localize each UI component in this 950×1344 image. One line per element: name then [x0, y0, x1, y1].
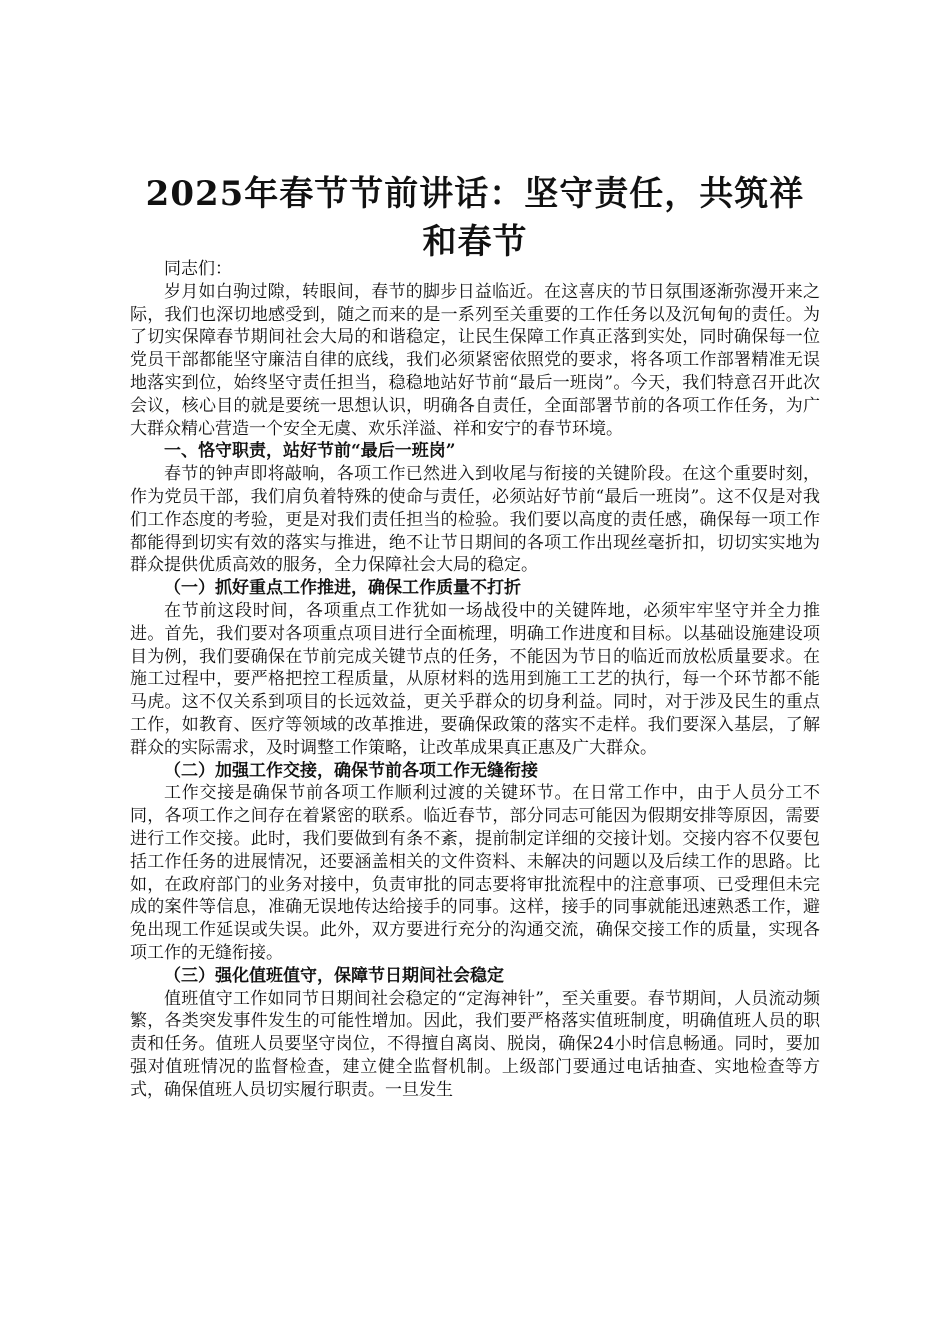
- document-title: 2025年春节节前讲话：坚守责任，共筑祥和春节: [145, 174, 805, 262]
- subsection-2-heading: （二）加强工作交接，确保节前各项工作无缝衔接: [164, 760, 538, 781]
- subsection-1-heading: （一）抓好重点工作推进，确保工作质量不打折: [164, 578, 521, 599]
- subsection-3-paragraph: 值班值守工作如同节日期间社会稳定的“定海神针”，至关重要。春节期间，人员流动频繁，各类突发事件发生的可能性增加。因此，我们要严格落实值班制度，明确值班人员的职责和任务。值班人员要坚守岗位，不得擅自离岗、脱岗，确保24小时信息畅通。同时，要加强对值班情况的监督检查，建立健全监督机制。上级部门要通过电话抽查、实地检查等方式，确保值班人员切实履行职责。一旦发生: [130, 988, 820, 1100]
- intro-paragraph: 岁月如白驹过隙，转眼间，春节的脚步日益临近。在这喜庆的节日氛围逐渐弥漫开来之际，我们也深切地感受到，随之而来的是一系列至关重要的工作任务以及沉甸甸的责任。为了切实保障春节期间社会大局的和谐稳定，让民生保障工作真正落到实处，同时确保每一位党员干部都能坚守廉洁自律的底线，我们必须紧密依照党的要求，将各项工作部署精准无误地落实到位，始终坚守责任担当，稳稳地站好节前“最后一班岗”。今天，我们特意召开此次会议，核心目的就是要统一思想认识，明确各自责任，全面部署节前的各项工作任务，为广大群众精心营造一个安全无虞、欢乐洋溢、祥和安宁的春节环境。: [130, 281, 820, 439]
- subsection-3-heading: （三）强化值班值守，保障节日期间社会稳定: [164, 965, 504, 986]
- subsection-2-paragraph: 工作交接是确保节前各项工作顺利过渡的关键环节。在日常工作中，由于人员分工不同，各项工作之间存在着紧密的联系。临近春节，部分同志可能因为假期安排等原因，需要进行工作交接。此时，我们要做到有条不紊，提前制定详细的交接计划。交接内容不仅要包括工作任务的进展情况，还要涵盖相关的文件资料、未解决的问题以及后续工作的思路。比如，在政府部门的业务对接中，负责审批的同志要将审批流程中的注意事项、已受理但未完成的案件等信息，准确无误地传达给接手的同事。这样，接手的同事就能迅速熟悉工作，避免出现工作延误或失误。此外，双方要进行充分的沟通交流，确保交接工作的质量，实现各项工作的无缝衔接。: [130, 783, 820, 963]
- salutation: 同志们：: [164, 259, 232, 279]
- section-1-heading: 一、恪守职责，站好节前“最后一班岗”: [164, 441, 456, 462]
- document-body: [130, 258, 820, 1101]
- subsection-1-paragraph: 在节前这段时间，各项重点工作犹如一场战役中的关键阵地，必须牢牢坚守并全力推进。首先，我们要对各项重点项目进行全面梳理，明确工作进度和目标。以基础设施建设项目为例，我们要确保在节前完成关键节点的任务，不能因为节日的临近而放松质量要求。在施工过程中，要严格把控工程质量，从原材料的选用到施工工艺的执行，每一个环节都不能马虎。这不仅关系到项目的长远效益，更关乎群众的切身利益。同时，对于涉及民生的重点工作，如教育、医疗等领域的改革推进，要确保政策的落实不走样。我们要深入基层，了解群众的实际需求，及时调整工作策略，让改革成果真正惠及广大群众。: [130, 600, 820, 758]
- section-1-paragraph: 春节的钟声即将敲响，各项工作已然进入到收尾与衔接的关键阶段。在这个重要时刻，作为党员干部，我们肩负着特殊的使命与责任，必须站好节前“最后一班岗”。这不仅是对我们工作态度的考验，更是对我们责任担当的检验。我们要以高度的责任感，确保每一项工作都能得到切实有效的落实与推进，绝不让节日期间的各项工作出现丝毫折扣，切切实实地为群众提供优质高效的服务，全力保障社会大局的稳定。: [130, 464, 820, 576]
